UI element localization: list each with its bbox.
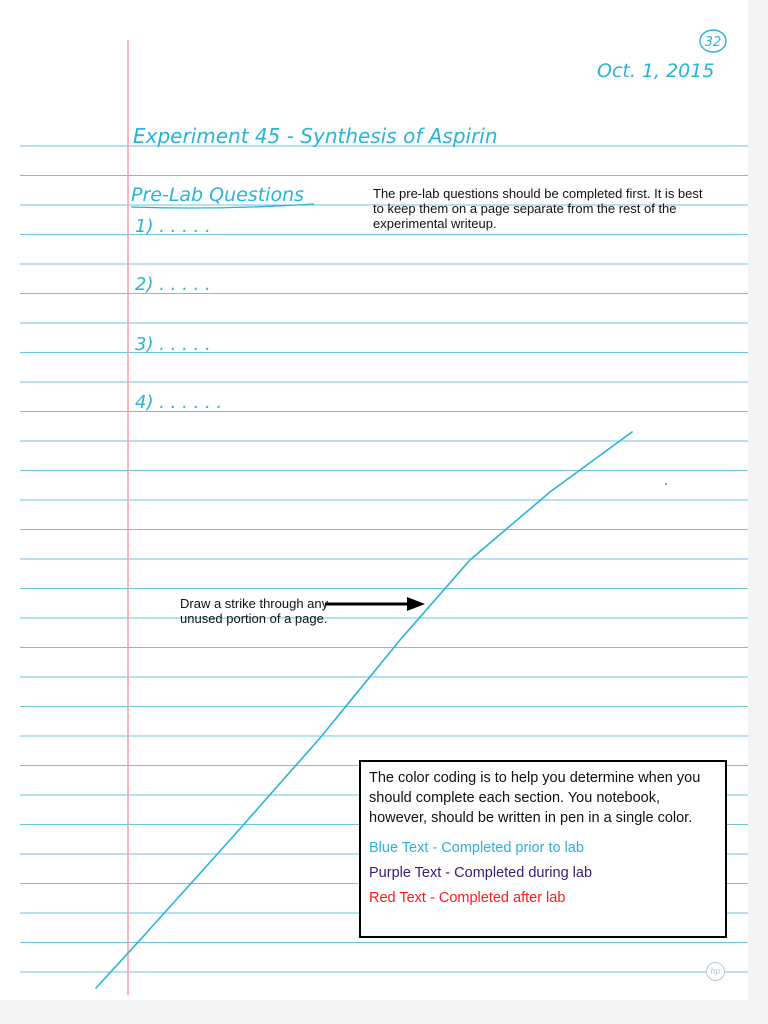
legend-item-red: [369, 886, 717, 911]
color-legend-box: [359, 760, 727, 938]
right-arrow-icon: [325, 597, 425, 611]
legend-separator: -: [425, 890, 439, 906]
legend-text-purple: Completed during lab: [454, 865, 593, 881]
page-number: 32: [704, 35, 722, 50]
experiment-title: Experiment 45 - Synthesis of Aspirin: [133, 124, 498, 148]
prelab-heading: Pre-Lab Questions: [131, 184, 305, 206]
date-text: Oct. 1, 2015: [597, 60, 715, 82]
legend-label-blue: Blue Text: [369, 840, 429, 856]
legend-separator: -: [441, 865, 455, 881]
strike-note: Draw a strike through any unused portion of a page.: [180, 596, 329, 626]
question-3: 3) . . . . .: [135, 334, 211, 355]
legend-text-red: Completed after lab: [438, 890, 566, 906]
legend-text-blue: Completed prior to lab: [441, 840, 584, 856]
question-4: 4) . . . . . .: [135, 392, 223, 413]
legend-item-purple: [369, 861, 717, 886]
legend-intro: The color coding is to help you determine when you should complete each section. You notebook, however, should be written in pen in a single color.: [369, 770, 701, 826]
legend-label-red: Red Text: [369, 890, 426, 906]
legend-item-blue: [369, 836, 717, 861]
legend-separator: -: [428, 840, 442, 856]
question-1: 1) . . . . .: [135, 216, 211, 237]
prelab-note: The pre-lab questions should be completed first. It is best to keep them on a page separate from the rest of the experimental writeup.: [373, 186, 703, 231]
stray-mark: [665, 483, 667, 485]
question-2: 2) . . . . .: [135, 274, 211, 295]
hp-logo-icon: hp: [706, 962, 725, 981]
legend-label-purple: Purple Text: [369, 865, 442, 881]
